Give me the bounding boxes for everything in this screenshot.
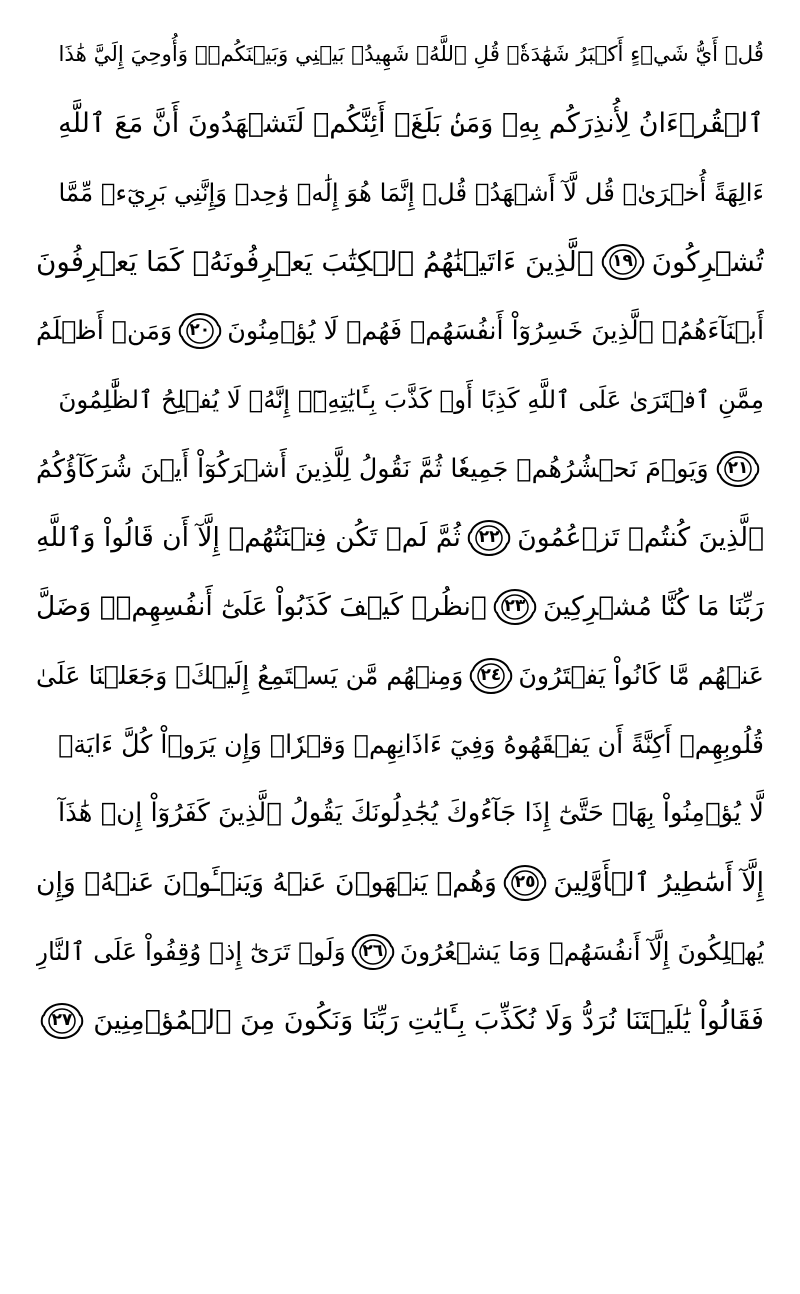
ayah-number: ٢٧ — [51, 1010, 73, 1030]
verse-text: وَلَوۡ تَرَىٰٓ إِذۡ وُقِفُواْ عَلَى ٱلنَّارِ — [36, 937, 346, 966]
verse-text: قُلُوبِهِمۡ أَكِنَّةً أَن يَفۡقَهُوهُ وَفِيٓ ءَاذَانِهِمۡ وَقۡرٗاۚ وَإِن يَرَوۡاْ كُلَّ ءَايَةٖ — [58, 729, 764, 759]
verse-text: لَّا يُؤۡمِنُواْ بِهَاۖ حَتَّىٰٓ إِذَا جَآءُوكَ يُجَٰدِلُونَكَ يَقُولُ ٱلَّذِينَ كَفَرُوٓاْ إِنۡ هَٰذَآ — [58, 798, 764, 828]
ayah-number-marker — [351, 933, 395, 971]
text-line — [36, 89, 764, 158]
verse-text: تُشۡرِكُونَ — [651, 245, 764, 278]
ayah-number: ٢٣ — [504, 596, 526, 616]
text-line — [36, 503, 764, 572]
text-line — [36, 365, 764, 434]
verse-text: ٱلۡقُرۡءَانُ لِأُنذِرَكُم بِهِۦ وَمَنۢ بَلَغَۚ أَئِنَّكُمۡ لَتَشۡهَدُونَ أَنَّ مَعَ ٱللَّهِ — [58, 108, 764, 139]
verse-text: وَيَوۡمَ نَحۡشُرُهُمۡ جَمِيعٗا ثُمَّ نَقُولُ لِلَّذِينَ أَشۡرَكُوٓاْ أَيۡنَ شُرَكَآؤُكُمُ — [36, 453, 709, 483]
ayah-number: ١٩ — [612, 251, 633, 271]
verse-text: قُلۡ أَيُّ شَيۡءٍ أَكۡبَرُ شَهَٰدَةٗۖ قُلِ ٱللَّهُۖ شَهِيدُۢ بَيۡنِي وَبَيۡنَكُمۡۚ وَأُوحِيَ إِلَيَّ هَٰذَا — [58, 42, 764, 67]
text-line — [36, 227, 764, 296]
ayah-number: ٢٢ — [478, 527, 500, 547]
ayah-number-marker — [178, 312, 222, 350]
text-line — [36, 779, 764, 848]
ayah-number-marker — [469, 657, 513, 695]
ayah-number: ٢٠ — [189, 320, 211, 340]
verse-text: ءَالِهَةً أُخۡرَىٰۚ قُل لَّآ أَشۡهَدُۚ قُلۡ إِنَّمَا هُوَ إِلَٰهٞ وَٰحِدٞ وَإِنَّنِي بَرِيٓءٞ مِّمَّا — [58, 178, 764, 207]
ayah-number-marker — [601, 243, 645, 281]
ayah-number: ٢٥ — [514, 872, 536, 892]
text-line — [36, 296, 764, 365]
text-line — [36, 917, 764, 986]
verse-text: ثُمَّ لَمۡ تَكُن فِتۡنَتُهُمۡ إِلَّآ أَن قَالُواْ وَٱللَّهِ — [36, 522, 461, 553]
ayah-number: ٢٤ — [480, 665, 502, 685]
text-line — [36, 986, 764, 1055]
ayah-number: ٢١ — [727, 458, 749, 478]
verse-text: يُهۡلِكُونَ إِلَّآ أَنفُسَهُمۡ وَمَا يَشۡعُرُونَ — [399, 937, 764, 966]
verse-text: وَمِنۡهُم مَّن يَسۡتَمِعُ إِلَيۡكَۖ وَجَعَلۡنَا عَلَىٰ — [36, 661, 464, 690]
text-line — [36, 434, 764, 503]
verse-text: ٱنظُرۡ كَيۡفَ كَذَبُواْ عَلَىٰٓ أَنفُسِهِمۡۚ وَضَلَّ — [36, 591, 487, 622]
verse-text: وَمَنۡ أَظۡلَمُ — [36, 315, 173, 345]
ayah-number-marker — [40, 1002, 84, 1040]
verse-text: مِمَّنِ ٱفۡتَرَىٰ عَلَى ٱللَّهِ كَذِبًا أَوۡ كَذَّبَ بِـَٔايَٰتِهِۦٓۚ إِنَّهُۥ لَا يُفۡلِحُ ٱلظَّٰلِمُونَ — [58, 385, 764, 414]
verse-text: أَبۡنَآءَهُمُۘ ٱلَّذِينَ خَسِرُوٓاْ أَنفُسَهُمۡ فَهُمۡ لَا يُؤۡمِنُونَ — [227, 315, 764, 345]
text-line — [36, 572, 764, 641]
ayah-number-marker — [467, 519, 511, 557]
ayah-number-marker — [716, 450, 760, 488]
verse-text: فَقَالُواْ يَٰلَيۡتَنَا نُرَدُّ وَلَا نُكَذِّبَ بِـَٔايَٰتِ رَبِّنَا وَنَكُونَ مِنَ ٱلۡمُؤۡمِنِينَ — [93, 1005, 764, 1036]
verse-text: ٱلَّذِينَ كُنتُمۡ تَزۡعُمُونَ — [517, 522, 764, 553]
verse-text: عَنۡهُم مَّا كَانُواْ يَفۡتَرُونَ — [518, 661, 764, 690]
ayah-number-marker — [493, 588, 537, 626]
text-line — [36, 20, 764, 89]
verse-text: رَبِّنَا مَا كُنَّا مُشۡرِكِينَ — [543, 591, 764, 622]
ayah-number-marker — [503, 864, 547, 902]
text-line — [36, 641, 764, 710]
ayah-number: ٢٦ — [362, 941, 384, 961]
verse-text: إِلَّآ أَسَٰطِيرُ ٱلۡأَوَّلِينَ — [553, 867, 764, 898]
text-line — [36, 848, 764, 917]
text-line — [36, 710, 764, 779]
verse-text: وَهُمۡ يَنۡهَوۡنَ عَنۡهُ وَيَنۡـَٔوۡنَ عَنۡهُۖ وَإِن — [36, 867, 497, 898]
text-line — [36, 158, 764, 227]
verse-text: ٱلَّذِينَ ءَاتَيۡنَٰهُمُ ٱلۡكِتَٰبَ يَعۡرِفُونَهُۥ كَمَا يَعۡرِفُونَ — [36, 245, 594, 278]
